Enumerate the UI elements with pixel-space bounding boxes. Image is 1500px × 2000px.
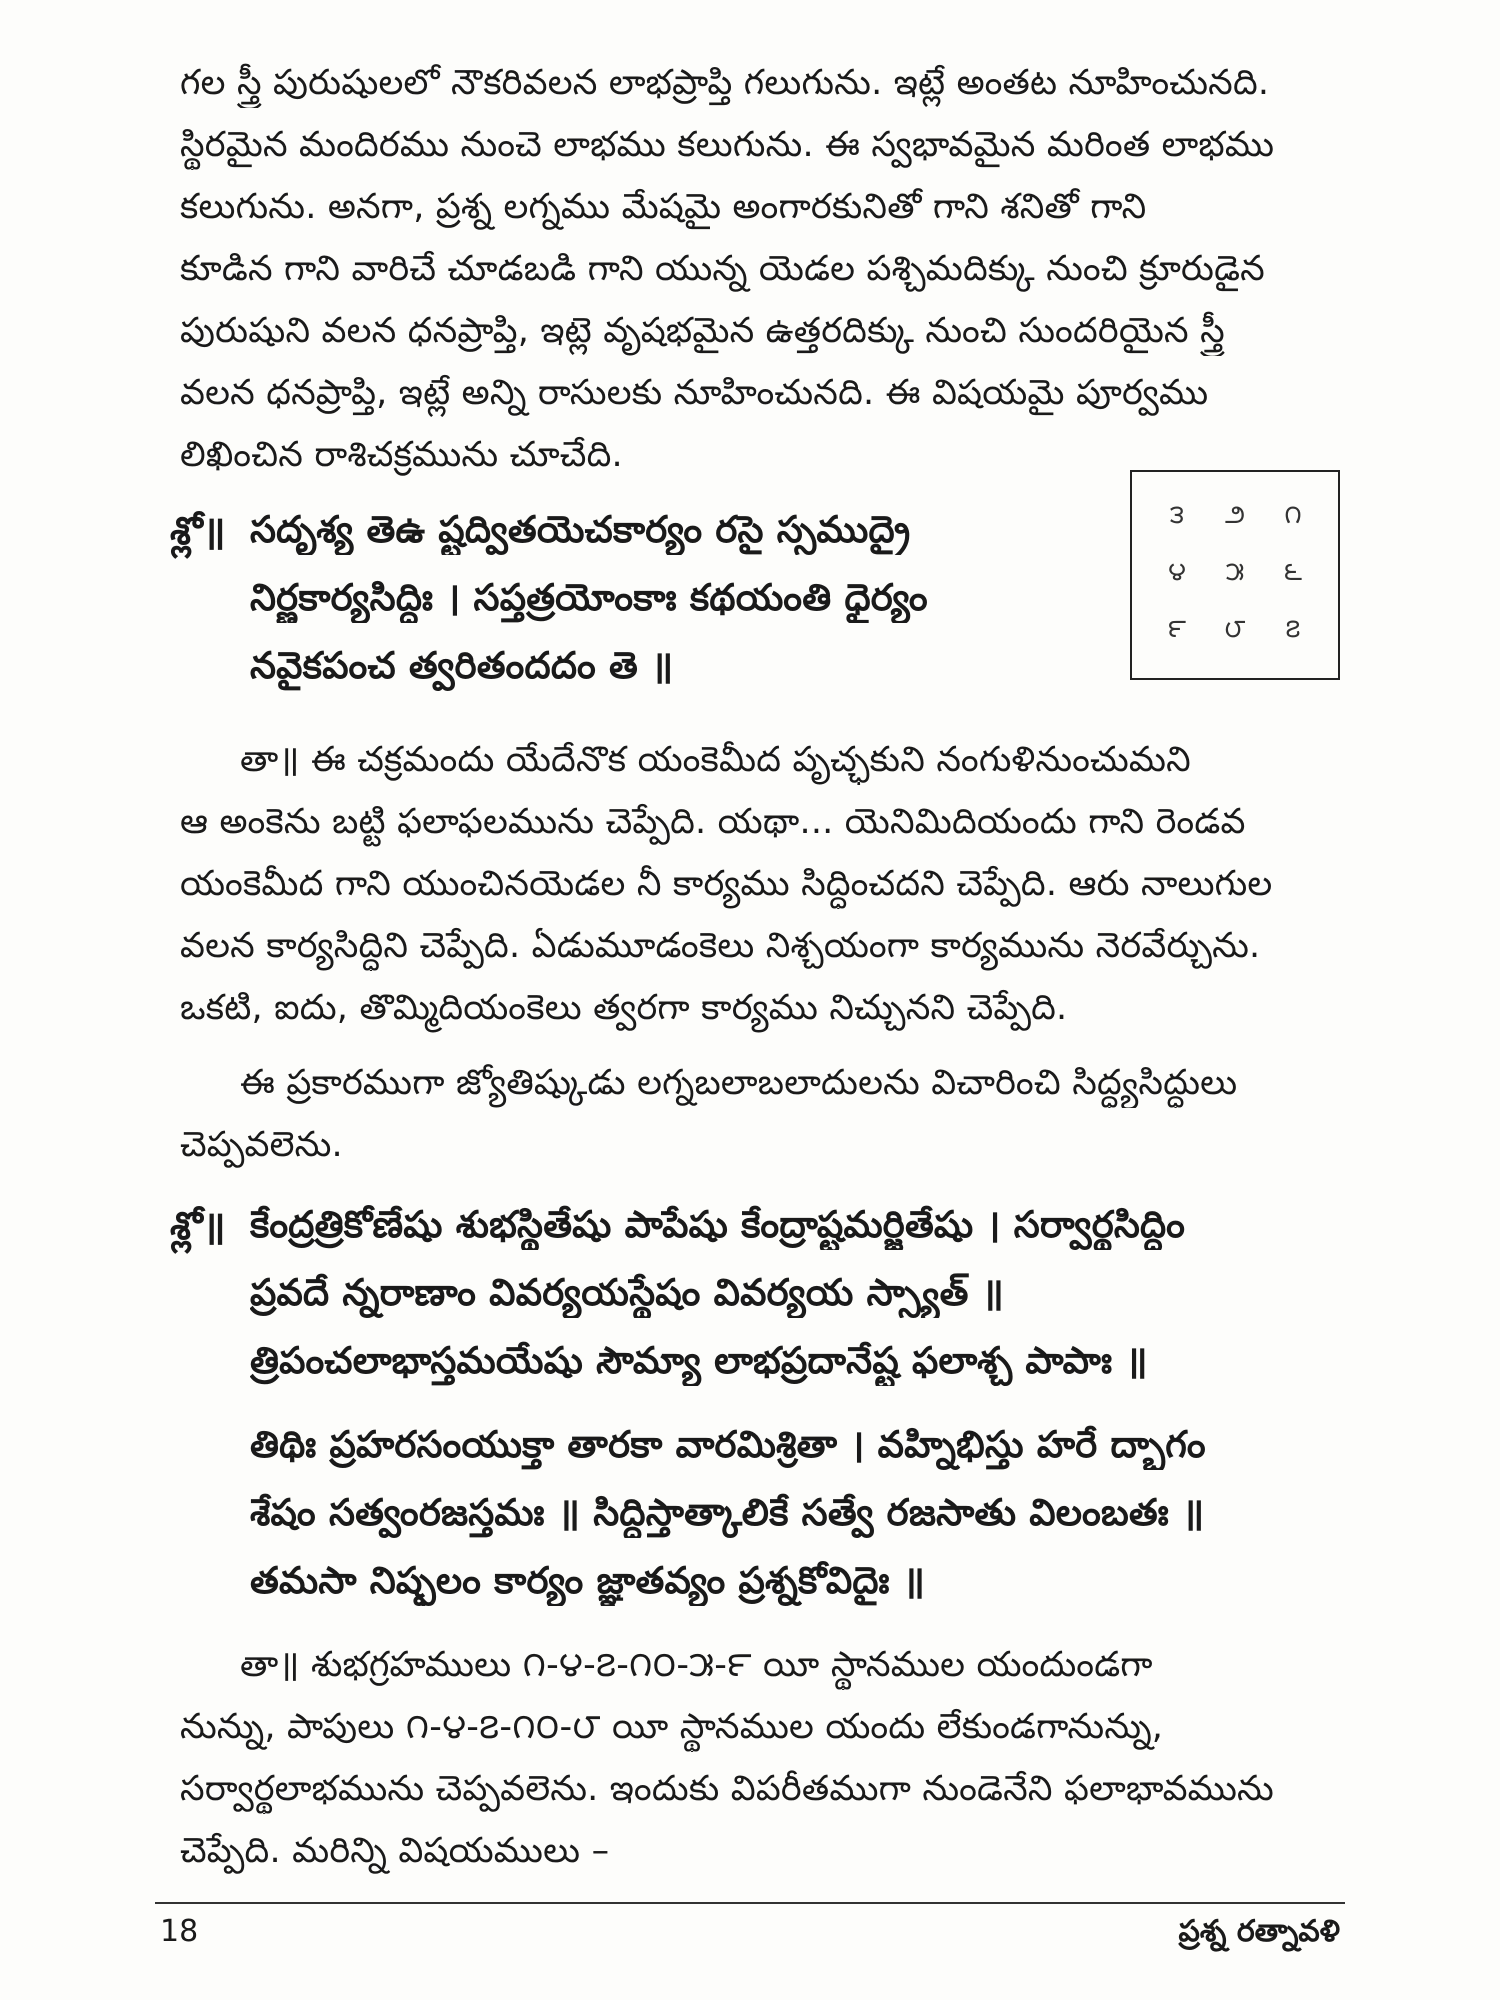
grid-cell: ౪ xyxy=(1168,556,1186,587)
grid-cell: ౧ xyxy=(1284,500,1302,531)
verse-2-line-3: త్రిపంచలాభాస్తమయేషు సౌమ్యా లాభప్రదానేష్ట ఫలాశ్చ పాపాః ॥ xyxy=(250,1339,1148,1382)
verse-1-line-1: సదృశ్య తెఉ ష్టద్వితయెచకార్యం రసై స్సముద్రై xyxy=(250,508,911,551)
paragraph-4-line-3: సర్వార్థలాభమును చెప్పవలెను. ఇందుకు విపరీతముగా నుండెనేని ఫలాభావమును xyxy=(180,1769,1274,1809)
verse-1-line-2: నిర్ణకార్యసిద్ధిః । సప్తత్రయోంకాః కథయంతి ధైర్యం xyxy=(250,576,928,619)
paragraph-3-line-2: చెప్పవలెను. xyxy=(180,1125,343,1165)
paragraph-4-line-4: చెప్పేది. మరిన్ని విషయములు – xyxy=(180,1831,610,1871)
verse-2-marker: శ్లో॥ xyxy=(170,1204,226,1248)
paragraph-4-line-1: తా॥ శుభగ్రహములు ౧-౪-౭-౧౦-౫-౯ యీ స్థానముల యందుండగా xyxy=(240,1645,1153,1685)
page-number: 18 xyxy=(160,1914,199,1949)
grid-cell: ౮ xyxy=(1224,613,1246,644)
paragraph-3-line-1: ఈ ప్రకారముగా జ్యోతిష్కుడు లగ్నబలాబలాదులను విచారించి సిద్ధ్యసిద్ధులు xyxy=(240,1063,1238,1103)
paragraph-2-line-3: యంకెమీద గాని యుంచినయెడల నీ కార్యము సిద్ధించదని చెప్పేది. ఆరు నాలుగుల xyxy=(180,864,1273,904)
grid-cell: ౩ xyxy=(1169,500,1185,531)
book-title: ప్రశ్న రత్నావళి xyxy=(1178,1914,1340,1949)
verse-3-line-3: తమసా నిష్ఫలం కార్యం జ్ఞాతవ్యం ప్రశ్నకోవిదైః ॥ xyxy=(250,1559,926,1602)
paragraph-1-line-6: వలన ధనప్రాప్తి, ఇట్లే అన్ని రాసులకు నూహించునది. ఈ విషయమై పూర్వము xyxy=(180,373,1209,413)
grid-cell: ౯ xyxy=(1167,613,1187,644)
paragraph-1-line-3: కలుగును. అనగా, ప్రశ్న లగ్నము మేషమై అంగారకునితో గాని శనితో గాని xyxy=(180,187,1147,227)
verse-2-line-1: కేంద్రత్రికోణేషు శుభస్థితేషు పాపేషు కేంద్రాష్టమర్జితేషు । సర్వార్థసిద్ధిం xyxy=(250,1203,1186,1246)
paragraph-1-line-2: స్థిరమైన మందిరము నుంచె లాభము కలుగును. ఈ స్వభావమైన మరింత లాభము xyxy=(180,125,1275,165)
grid-cell: ౨ xyxy=(1224,500,1246,531)
paragraph-2-line-1: తా॥ ఈ చక్రమందు యేదేనొక యంకెమీద పృచ్ఛకుని నంగుళినుంచుమని xyxy=(240,740,1191,780)
grid-cell: ౭ xyxy=(1285,613,1301,644)
paragraph-1-line-4: కూడిన గాని వారిచే చూడబడి గాని యున్న యెడల పశ్చిమదిక్కు నుంచి క్రూరుడైన xyxy=(180,249,1265,289)
paragraph-2-line-2: ఆ అంకెను బట్టి ఫలాఫలమును చెప్పేది. యథా... యెనిమిదియందు గాని రెండవ xyxy=(180,802,1246,842)
paragraph-2-line-5: ఒకటి, ఐదు, తొమ్మిదియంకెలు త్వరగా కార్యము నిచ్చునని చెప్పేది. xyxy=(180,988,1068,1028)
paragraph-2-line-4: వలన కార్యసిద్ధిని చెప్పేది. ఏడుమూడంకెలు నిశ్చయంగా కార్యమును నెరవేర్చును. xyxy=(180,926,1261,966)
paragraph-4-line-2: నున్ను, పాపులు ౧-౪-౭-౧౦-౮ యీ స్థానముల యందు లేకుండగానున్ను, xyxy=(180,1707,1164,1747)
verse-1-line-3: నవైకపంచ త్వరితందదం తె ॥ xyxy=(250,644,674,687)
grid-cell: ౫ xyxy=(1225,556,1245,587)
paragraph-1-line-7: లిఖించిన రాశిచక్రమును చూచేది. xyxy=(180,435,623,475)
footer-rule xyxy=(155,1902,1345,1904)
grid-cell: ౬ xyxy=(1283,556,1303,587)
verse-2-line-2: ప్రవదే న్నరాణాం వివర్యయస్థేషం వివర్యయ స్స్యాత్ ॥ xyxy=(250,1271,1005,1314)
paragraph-1-line-1: గల స్త్రీ పురుషులలో నౌకరివలన లాభప్రాప్తి గలుగును. ఇట్లే అంతట నూహించునది. xyxy=(180,63,1270,103)
verse-3-line-1: తిథిః ప్రహరసంయుక్తా తారకా వారమిశ్రితా । వహ్నిభిస్తు హరే ద్భాగం xyxy=(250,1423,1206,1466)
verse-1-marker: శ్లో॥ xyxy=(170,509,226,553)
verse-3-line-2: శేషం సత్వంరజస్తమః ॥ సిద్ధిస్తాత్కాలికే సత్వే రజసాతు విలంబతః ॥ xyxy=(250,1491,1205,1534)
rasi-chakra-grid xyxy=(1130,470,1340,680)
paragraph-1-line-5: పురుషుని వలన ధనప్రాప్తి, ఇట్లె వృషభమైన ఉత్తరదిక్కు నుంచి సుందరియైన స్త్రీ xyxy=(180,311,1225,351)
